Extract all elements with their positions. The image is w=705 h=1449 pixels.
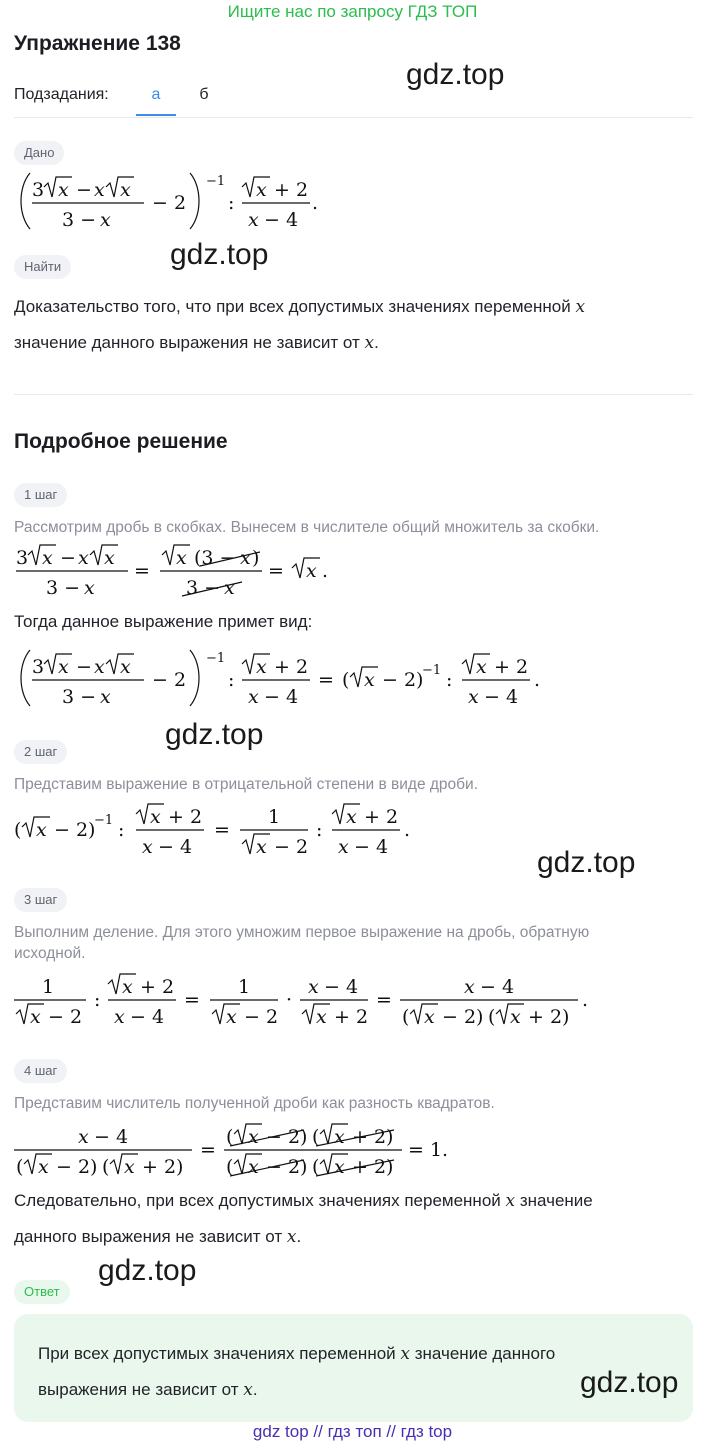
svg-text:−1: −1 <box>94 813 114 828</box>
svg-text:·: · <box>286 989 293 1011</box>
svg-text:− 4: − 4 <box>264 686 299 708</box>
step-1-formula-2 <box>10 644 570 724</box>
svg-text:x: x <box>338 836 349 858</box>
svg-text:−: − <box>60 547 76 569</box>
step-2-formula <box>10 798 430 858</box>
svg-text:3 −: 3 − <box>62 209 97 231</box>
svg-text::: : <box>316 819 323 841</box>
svg-text:+ 2: + 2 <box>274 656 309 678</box>
svg-text:x: x <box>424 1006 435 1028</box>
svg-text:x: x <box>308 976 319 998</box>
svg-text:x: x <box>256 656 267 678</box>
svg-text:1: 1 <box>268 806 281 828</box>
subtasks-label: Подзадания: <box>14 86 109 103</box>
svg-text:− 2): − 2) <box>56 1156 98 1178</box>
svg-text:− 2: − 2 <box>244 1006 279 1028</box>
svg-text:+ 2): + 2) <box>352 1126 394 1148</box>
svg-text:=: = <box>200 1139 216 1161</box>
svg-text:+ 2): + 2) <box>142 1156 184 1178</box>
svg-text:x: x <box>346 806 357 828</box>
step-4-hint: Представим числитель полученной дроби как разность квадратов. <box>14 1095 495 1112</box>
svg-text:1: 1 <box>42 976 55 998</box>
svg-text::: : <box>118 819 125 841</box>
svg-text:= 1.: = 1. <box>408 1139 449 1161</box>
svg-text:− 4: − 4 <box>324 976 359 998</box>
svg-text:3 −: 3 − <box>186 577 221 599</box>
svg-text:x: x <box>122 976 133 998</box>
step-2-chip: 2 шаг <box>14 740 67 764</box>
svg-text:x: x <box>248 209 259 231</box>
svg-text:+ 2: + 2 <box>334 1006 369 1028</box>
step-1-text: Тогда данное выражение примет вид: <box>14 612 313 631</box>
watermark: gdz.top <box>580 1366 679 1399</box>
svg-text:x: x <box>124 1156 135 1178</box>
svg-text:x: x <box>248 686 259 708</box>
svg-text:− 2: − 2 <box>274 836 309 858</box>
svg-text:3: 3 <box>16 547 29 569</box>
svg-text:+ 2): + 2) <box>528 1006 570 1028</box>
svg-text:1: 1 <box>238 976 251 998</box>
svg-text:(: ( <box>102 1156 110 1178</box>
svg-text:− 4: − 4 <box>130 1006 165 1028</box>
svg-text:x: x <box>120 656 131 678</box>
svg-text:x: x <box>248 1156 259 1178</box>
svg-text:− 2: − 2 <box>152 669 187 691</box>
step-3-chip: 3 шаг <box>14 888 67 912</box>
svg-text:x: x <box>468 686 479 708</box>
given-formula <box>10 165 340 245</box>
svg-text:x: x <box>306 560 317 582</box>
svg-text:3: 3 <box>32 656 45 678</box>
svg-text:x: x <box>104 547 115 569</box>
step-3-formula <box>10 968 600 1030</box>
watermark: gdz.top <box>406 58 505 91</box>
svg-text:− 2): − 2) <box>382 669 424 691</box>
svg-text:=: = <box>214 819 230 841</box>
svg-text:− 4: − 4 <box>158 836 193 858</box>
svg-text:x: x <box>224 577 235 599</box>
svg-text:+ 2: + 2 <box>494 656 529 678</box>
svg-text:x: x <box>248 1126 259 1148</box>
svg-text:.: . <box>404 819 411 841</box>
svg-text:− 2): − 2) <box>54 819 96 841</box>
answer-text: При всех допустимых значениях переменной x значение данного выражения не зависит от x. <box>38 1344 556 1400</box>
watermark: gdz.top <box>98 1254 197 1287</box>
svg-text:−1: −1 <box>206 651 226 666</box>
svg-text:=: = <box>134 560 150 582</box>
svg-text:.: . <box>312 192 319 214</box>
svg-text:+ 2: + 2 <box>168 806 203 828</box>
step-4-text-line2: данного выражения не зависит от x. <box>14 1227 302 1247</box>
svg-text:(3 −: (3 − <box>194 547 236 569</box>
svg-text:x: x <box>58 656 69 678</box>
svg-text:x: x <box>334 1126 345 1148</box>
svg-text:x: x <box>240 547 251 569</box>
svg-text:−1: −1 <box>206 174 226 189</box>
svg-text:x: x <box>510 1006 521 1028</box>
svg-text:x: x <box>334 1156 345 1178</box>
tabs-divider <box>14 117 693 118</box>
svg-text:(: ( <box>312 1126 320 1148</box>
svg-text:x: x <box>38 1156 49 1178</box>
step-3-hint-line1: Выполним деление. Для этого умножим первое выражение на дробь, обратную <box>14 924 590 941</box>
svg-text:−: − <box>76 179 92 201</box>
svg-text:x: x <box>316 1006 327 1028</box>
solution-title: Подробное решение <box>14 430 228 453</box>
svg-text:x: x <box>100 209 111 231</box>
find-text-line1: Доказательство того, что при всех допустимых значениях переменной x <box>14 297 586 317</box>
step-4-chip: 4 шаг <box>14 1059 67 1083</box>
svg-text:.: . <box>582 989 589 1011</box>
section-divider <box>14 394 693 395</box>
find-chip: Найти <box>14 255 71 279</box>
svg-text:x: x <box>36 819 47 841</box>
svg-text:=: = <box>268 560 284 582</box>
svg-text:− 4: − 4 <box>354 836 389 858</box>
step-1-chip: 1 шаг <box>14 483 67 507</box>
svg-text:+ 2: + 2 <box>140 976 175 998</box>
svg-text:− 4: − 4 <box>264 209 299 231</box>
step-4-formula <box>10 1118 470 1180</box>
svg-text:3 −: 3 − <box>46 577 81 599</box>
svg-text:.: . <box>322 560 329 582</box>
svg-text:− 4: − 4 <box>480 976 515 998</box>
answer-chip: Ответ <box>14 1280 70 1304</box>
svg-text:x: x <box>464 976 475 998</box>
svg-text:(: ( <box>488 1006 496 1028</box>
svg-text:(: ( <box>16 1156 24 1178</box>
step-2-hint: Представим выражение в отрицательной степени в виде дроби. <box>14 776 479 793</box>
step-3-hint-line2: исходной. <box>14 945 86 962</box>
watermark: gdz.top <box>537 846 636 879</box>
page-title: Упражнение 138 <box>14 32 181 55</box>
svg-text:x: x <box>476 656 487 678</box>
svg-text:x: x <box>256 836 267 858</box>
svg-text:x: x <box>94 656 105 678</box>
svg-text:(: ( <box>14 819 22 841</box>
svg-text:3: 3 <box>32 179 45 201</box>
svg-text:(: ( <box>312 1156 320 1178</box>
svg-text:x: x <box>150 806 161 828</box>
svg-text:+ 2): + 2) <box>352 1156 394 1178</box>
tab-subtask-b[interactable]: б <box>199 86 209 103</box>
svg-text:− 2): − 2) <box>266 1126 308 1148</box>
svg-text::: : <box>446 669 453 691</box>
find-text-line2: значение данного выражения не зависит от x. <box>14 333 379 353</box>
svg-text:x: x <box>94 179 105 201</box>
svg-text:−: − <box>76 656 92 678</box>
step-1-hint: Рассмотрим дробь в скобках. Вынесем в числителе общий множитель за скобки. <box>14 519 600 536</box>
svg-text:3 −: 3 − <box>62 686 97 708</box>
step-4-text-line1: Следовательно, при всех допустимых значениях переменной x значение <box>14 1191 593 1211</box>
watermark: gdz.top <box>165 718 264 751</box>
svg-text:x: x <box>84 577 95 599</box>
svg-text:− 2: − 2 <box>152 192 187 214</box>
svg-text::: : <box>228 669 235 691</box>
svg-text:x: x <box>30 1006 41 1028</box>
svg-text:+ 2: + 2 <box>274 179 309 201</box>
svg-text:− 4: − 4 <box>94 1126 129 1148</box>
svg-text:x: x <box>226 1006 237 1028</box>
svg-text:): ) <box>252 547 260 569</box>
svg-text:x: x <box>114 1006 125 1028</box>
svg-text:−1: −1 <box>422 663 442 678</box>
svg-text:=: = <box>376 989 392 1011</box>
svg-text:x: x <box>364 669 375 691</box>
svg-text:x: x <box>176 547 187 569</box>
svg-text:(: ( <box>402 1006 410 1028</box>
svg-text:x: x <box>100 686 111 708</box>
svg-text:.: . <box>534 669 541 691</box>
svg-text::: : <box>228 192 235 214</box>
svg-text:x: x <box>120 179 131 201</box>
svg-text:− 2): − 2) <box>442 1006 484 1028</box>
svg-text:x: x <box>142 836 153 858</box>
svg-text:(: ( <box>226 1156 234 1178</box>
svg-text:+ 2: + 2 <box>364 806 399 828</box>
svg-text:(: ( <box>342 669 350 691</box>
step-1-formula <box>10 540 350 600</box>
svg-text:− 2: − 2 <box>48 1006 83 1028</box>
svg-text:x: x <box>58 179 69 201</box>
svg-text:x: x <box>256 179 267 201</box>
svg-text::: : <box>94 989 101 1011</box>
svg-text:− 4: − 4 <box>484 686 519 708</box>
svg-text:=: = <box>184 989 200 1011</box>
search-banner: Ищите нас по запросу ГДЗ ТОП <box>227 2 478 21</box>
svg-text:(: ( <box>226 1126 234 1148</box>
svg-text:− 2): − 2) <box>266 1156 308 1178</box>
svg-text:x: x <box>78 1126 89 1148</box>
watermark: gdz.top <box>170 238 269 271</box>
tab-subtask-a[interactable]: а <box>136 86 176 116</box>
given-chip: Дано <box>14 141 64 165</box>
svg-text:x: x <box>42 547 53 569</box>
footer-links[interactable]: gdz top // гдз топ // гдз top <box>252 1422 453 1441</box>
svg-text:=: = <box>318 669 334 691</box>
svg-text:x: x <box>78 547 89 569</box>
